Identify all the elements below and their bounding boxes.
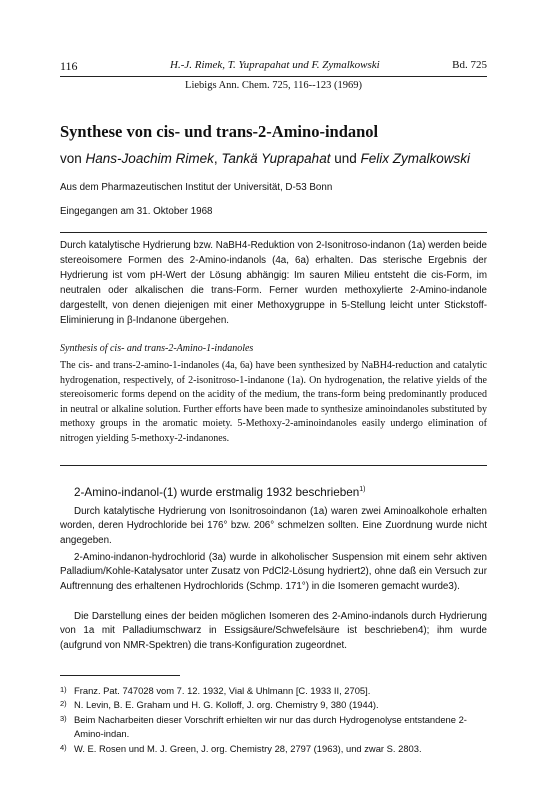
- volume-label: Bd. 725: [452, 59, 487, 71]
- paragraph-1: Durch katalytische Hydrierung von Isonitrosoindanon (1a) waren zwei Aminoalkohole erhalten worden, deren Hydrochloride bei 176° bzw. 206° schmelzen sollten. Eine Zuordnung wurde nicht angegeben.: [60, 506, 487, 546]
- author-zymalkowski: Felix Zymalkowski: [360, 151, 471, 166]
- abstract-top-rule: [60, 232, 487, 233]
- byline-prefix: von: [60, 151, 82, 166]
- paragraph-3: Die Darstellung eines der beiden möglichen Isomeren des 2-Amino-indanols durch Hydrierung von 1a mit Palladiumschwarz in Essigsäure/Schwefelsäure ist beschrieben4); ihm wurde (aufgrund von NMR-Spektren) die trans-Konfiguration zugeordnet.: [60, 611, 487, 651]
- author-rimek: Hans-Joachim Rimek: [85, 151, 214, 166]
- affiliation: Aus dem Pharmazeutischen Institut der Universität, D-53 Bonn: [60, 182, 333, 193]
- paragraph-2: 2-Amino-indanon-hydrochlorid (3a) wurde in alkoholischer Suspension mit einem sehr aktiven Palladium/Kohle-Katalysator unter Zusatz von PdCl2-Lösung hydriert2), ohne daß ein Versuch zur Auftrennung des erhaltenen Hydrochlorids (Schmp. 171°) in die Isomeren gemacht wurde3).: [60, 552, 487, 592]
- footnote: 1) Franz. Pat. 747028 vom 7. 12. 1932, Vial & Uhlmann [C. 1933 II, 2705].: [60, 685, 371, 696]
- abstract-german: Durch katalytische Hydrierung bzw. NaBH4-Reduktion von 2-Isonitroso-indanon (1a) werden beide stereoisomere Formen des 2-Amino-indanols (4a, 6a) erhalten. Das sterische Ergebnis der Hydrierung ist vom pH-Wert der Lösung abhängig: Im sauren Milieu entsteht die cis-Form, im neutralen oder alkalischen die trans-Form. Ferner wurden methoxylierte 2-Amino-indanole dargestellt, von denen diejenigen mit einer Methoxygruppe in 5-Stellung leicht unter Stickstoff-Eliminierung in β-Indanone übergehen.: [60, 240, 487, 327]
- abstract-bottom-rule: [60, 465, 487, 466]
- footnotes: [60, 684, 487, 756]
- abstract-english: The cis- and trans-2-amino-1-indanoles (4a, 6a) have been synthesized by NaBH4-reduction and catalytic hydrogenation, respectively, of 2-isonitroso-1-indanone (1a). On hydrogenation, the relative yields of the stereoisomeric forms depend on the acidity of the medium, the trans-form being predominantly produced in neutral or alkaline solution. Further efforts have been made to synthesize aminoindanoles substituted by methoxy groups in the aromatic moiety. 5-Methoxy-2-aminoindanoles easily undergo elimination of nitrogen yielding 5-methoxy-2-indanones.: [60, 360, 487, 444]
- author-yuprapahat: Tankä Yuprapahat: [221, 151, 331, 166]
- footnote: 3) Beim Nacharbeiten dieser Vorschrift erhielten wir nur das durch Hydrogenolyse entstandene 2-Amino-indan.: [60, 713, 467, 740]
- byline: von Hans-Joachim Rimek, Tankä Yuprapahat und Felix Zymalkowski: [60, 151, 471, 166]
- section-footnote-ref: 1): [359, 486, 366, 494]
- abstract-english-heading: Synthesis of cis- and trans-2-Amino-1-indanoles: [60, 343, 254, 354]
- section-heading: [74, 486, 365, 499]
- page-number: 116: [60, 59, 78, 73]
- footnote: 4) W. E. Rosen und M. J. Green, J. org. Chemistry 28, 2797 (1963), und zwar S. 2803.: [60, 742, 422, 754]
- section-heading-text: 2-Amino-indanol-(1) wurde erstmalig 1932 beschrieben: [74, 486, 360, 499]
- article-title: Synthese von cis- und trans-2-Amino-indanol: [60, 122, 379, 141]
- header-rule: [60, 76, 487, 77]
- journal-citation: Liebigs Ann. Chem. 725, 116--123 (1969): [185, 80, 362, 91]
- running-head-authors: H.-J. Rimek, T. Yuprapahat und F. Zymalkowski: [170, 59, 380, 71]
- footnote-rule: [60, 675, 180, 676]
- footnote: 2) N. Levin, B. E. Graham und H. G. Kolloff, J. org. Chemistry 9, 380 (1944).: [60, 699, 379, 711]
- byline-and: und: [334, 151, 357, 166]
- received-date: Eingegangen am 31. Oktober 1968: [60, 206, 213, 217]
